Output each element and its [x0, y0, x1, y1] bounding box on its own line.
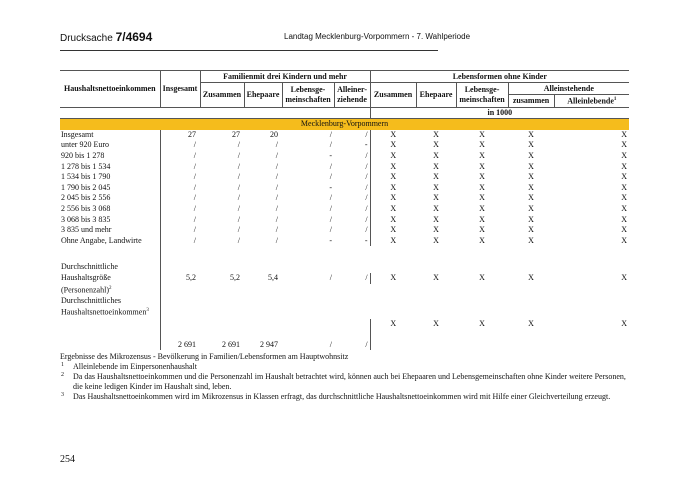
drucksache-number: 7/4694: [115, 30, 153, 44]
row-label: 3 835 und mehr: [60, 225, 160, 236]
table-cell: X: [528, 204, 534, 213]
avg-size-label-3-cell: [60, 284, 160, 296]
footnote-3-text: Das Haushaltsnettoeinkommen wird im Mikrozensus in Klassen erfragt, das durchschnittliche Haushaltsnettoeinkommen wird mit Hilfe einer Gleichverteilung erzeugt.: [73, 392, 611, 401]
avg-income-footnote-mark: 3: [146, 308, 149, 314]
row-label: 920 bis 1 278: [60, 151, 160, 162]
avg-size-label-1: Durchschnittliche: [60, 262, 160, 273]
avg-size-g1-ehepaare: 5,4: [268, 272, 278, 282]
notes: [60, 352, 630, 402]
table-cell: -: [334, 140, 370, 151]
table-cell: X: [621, 204, 628, 213]
table-row: [60, 130, 629, 141]
avg-income-x-row: [60, 319, 629, 330]
table-cell: X: [528, 235, 534, 245]
avg-size-g1-zusammen: 5,2: [230, 272, 240, 282]
table-cell: /: [237, 161, 240, 171]
table-cell: /: [193, 235, 196, 245]
table-cell: /: [275, 161, 278, 171]
avg-size-footnote-mark: 2: [108, 285, 112, 291]
table-cell: /: [329, 193, 332, 203]
table-cell: /: [329, 161, 332, 171]
table-cell: /: [329, 225, 332, 235]
table-cell: -: [334, 236, 370, 247]
table-cell: X: [621, 235, 628, 245]
table-cell: /: [193, 193, 196, 203]
table-cell: X: [528, 151, 534, 161]
table-cell: X: [528, 161, 534, 171]
avg-income-label-1: Durchschnittliches: [60, 296, 160, 307]
avg-income-g2-as-zusammen: X: [528, 318, 534, 328]
table-row: [60, 151, 629, 162]
table-cell: /: [237, 172, 240, 182]
table-cell: /: [275, 225, 278, 235]
table-cell: X: [479, 182, 485, 192]
avg-income-row: [60, 340, 629, 351]
table-cell: /: [275, 151, 278, 161]
data-rows: [60, 130, 629, 247]
table-cell: X: [390, 193, 397, 203]
table-cell: X: [433, 129, 439, 139]
table-cell: 27: [232, 129, 240, 139]
avg-income-g2-lebens: X: [479, 318, 485, 328]
table-row: [60, 162, 629, 173]
table-cell: X: [390, 225, 397, 235]
table-cell: X: [433, 235, 439, 245]
row-label: 1 534 bis 1 790: [60, 172, 160, 183]
table-cell: X: [433, 204, 439, 213]
table-cell: /: [334, 225, 370, 236]
table-cell: X: [479, 225, 485, 235]
footnote-1-text: Alleinlebende im Einpersonenhaushalt: [73, 362, 197, 371]
table-cell: X: [528, 225, 534, 235]
footnote-2-text: Da das Haushaltsnettoeinkommen und die Personenzahl im Haushalt betrachtet wird, können auch bei Ehepaaren und Lebensgemeinschaften ohne Kinder weitere Personen, die keine ledigen Kinder im Haushalt sind, leben.: [73, 372, 626, 391]
table-cell: X: [390, 204, 397, 213]
region-label: Mecklenburg-Vorpommern: [60, 119, 629, 130]
table-cell: /: [193, 172, 196, 182]
table-cell: X: [479, 193, 485, 203]
table-cell: /: [193, 182, 196, 192]
avg-income-row-2: [60, 306, 629, 318]
row-header: Haushaltsnettoeinkommen: [60, 71, 160, 108]
avg-income-label-2: Haushaltsnettoeinkommen: [61, 308, 147, 318]
g1-ehepaare: Ehepaare: [244, 83, 282, 108]
table-cell: X: [390, 140, 397, 150]
table-cell: X: [390, 182, 397, 192]
table-cell: /: [334, 151, 370, 162]
table-cell: X: [528, 172, 534, 182]
avg-income-row-1: [60, 296, 629, 307]
table-cell: X: [433, 225, 439, 235]
table-cell: X: [433, 172, 439, 182]
table-cell: X: [621, 161, 628, 171]
table-cell: /: [237, 182, 240, 192]
g1-lebensgemeinschaften: Lebensge- meinschaften: [282, 83, 334, 108]
g2-as-zusammen: zusammen: [508, 95, 554, 108]
table-cell: 20: [270, 129, 278, 139]
avg-size-g2-as-zusammen: X: [528, 272, 534, 282]
table-cell: X: [479, 172, 485, 182]
unit-label: in 1000: [370, 107, 629, 119]
footnote-2-mark: 2: [61, 372, 64, 378]
table-cell: /: [275, 172, 278, 182]
avg-size-g1-allein: /: [334, 273, 370, 284]
table-cell: X: [433, 140, 439, 150]
table-cell: -: [329, 182, 332, 192]
table-cell: X: [479, 204, 485, 213]
table-cell: X: [390, 235, 397, 245]
avg-size-row: [60, 273, 629, 284]
table-cell: /: [275, 193, 278, 203]
drucksache-label: Drucksache: [60, 33, 116, 44]
footnote-3: [60, 392, 630, 402]
table-cell: /: [237, 204, 240, 213]
table-cell: /: [237, 214, 240, 224]
g2-as-alleinlebende: [554, 95, 629, 108]
header-rule: [60, 50, 438, 51]
row-label: 1 278 bis 1 534: [60, 162, 160, 173]
table-cell: X: [390, 214, 397, 224]
table-row: [60, 225, 629, 236]
table-row: [60, 204, 629, 215]
avg-income-g1-ehepaare: 2 947: [260, 339, 278, 349]
table-cell: /: [275, 182, 278, 192]
group-without-children: Lebensformen ohne Kinder: [370, 71, 629, 83]
avg-income-g2-alleinlebende: X: [621, 318, 628, 328]
table-cell: X: [528, 193, 534, 203]
table-cell: X: [528, 129, 534, 139]
table-cell: /: [329, 172, 332, 182]
table-cell: /: [193, 214, 196, 224]
avg-size-g2-zusammen: X: [390, 272, 397, 282]
avg-income-g2-zusammen: X: [390, 318, 397, 328]
table-cell: X: [479, 214, 485, 224]
table-cell: X: [621, 214, 628, 224]
table-cell: /: [334, 215, 370, 226]
avg-size-label-3: (Personenzahl): [61, 285, 109, 295]
avg-income-g1-zusammen: 2 691: [222, 339, 240, 349]
row-label: 3 068 bis 3 835: [60, 215, 160, 226]
table-row: [60, 193, 629, 204]
table-cell: /: [329, 129, 332, 139]
avg-income-g1-lebens: /: [329, 339, 332, 349]
table-row: [60, 215, 629, 226]
table-cell: /: [334, 130, 370, 141]
table-cell: X: [479, 151, 485, 161]
table-cell: X: [433, 161, 439, 171]
table-cell: /: [193, 140, 196, 150]
table-cell: X: [528, 140, 534, 150]
notes-intro: Ergebnisse des Mikrozensus - Bevölkerung in Familien/Lebensformen am Hauptwohnsitz: [60, 352, 349, 361]
table-cell: /: [275, 140, 278, 150]
avg-size-insgesamt: 5,2: [186, 272, 196, 282]
table-row: [60, 236, 629, 247]
table-cell: X: [390, 129, 397, 139]
table-cell: X: [528, 182, 534, 192]
table-cell: /: [334, 193, 370, 204]
table-cell: X: [621, 182, 628, 192]
document-number: [60, 30, 152, 44]
table-cell: /: [237, 193, 240, 203]
table-cell: /: [237, 140, 240, 150]
avg-income-insgesamt: 2 691: [178, 339, 196, 349]
table-cell: /: [237, 225, 240, 235]
table-cell: /: [329, 214, 332, 224]
table-cell: /: [193, 151, 196, 161]
avg-income-g2-ehepaare: X: [433, 318, 439, 328]
table-row: [60, 172, 629, 183]
table-cell: -: [329, 235, 332, 245]
table-cell: X: [390, 151, 397, 161]
col-insgesamt: Insgesamt: [160, 71, 200, 108]
g2-zusammen: Zusammen: [370, 83, 416, 108]
avg-size-g2-lebens: X: [479, 272, 485, 282]
row-label: 2 556 bis 3 068: [60, 204, 160, 215]
avg-size-row-3: [60, 284, 629, 296]
unit-row: [60, 107, 629, 119]
g1-zusammen: Zusammen: [200, 83, 244, 108]
table-cell: /: [275, 235, 278, 245]
table-cell: 27: [188, 129, 196, 139]
table-cell: X: [433, 193, 439, 203]
table-cell: X: [621, 151, 628, 161]
table-row: [60, 140, 629, 151]
table-cell: X: [621, 140, 628, 150]
table-cell: /: [237, 151, 240, 161]
table-cell: X: [621, 129, 628, 139]
avg-income-label-2-cell: [60, 306, 160, 318]
g2-ehepaare: Ehepaare: [416, 83, 456, 108]
table-cell: X: [479, 235, 485, 245]
table-row: [60, 183, 629, 194]
group-families-3plus: Familienmit drei Kindern und mehr: [200, 71, 370, 83]
g1-alleinerziehende: Alleiner- ziehende: [334, 83, 370, 108]
table-cell: X: [479, 140, 485, 150]
footnote-2: [60, 372, 630, 392]
footnote-1: [60, 362, 630, 372]
table-cell: /: [329, 140, 332, 150]
table-cell: /: [275, 204, 278, 213]
alleinlebende-label: Alleinlebende: [567, 96, 614, 106]
g2-lebensgemeinschaften: Lebensge- meinschaften: [456, 83, 508, 108]
table-cell: /: [334, 162, 370, 173]
table-cell: X: [621, 172, 628, 182]
table-cell: X: [621, 225, 628, 235]
statistics-table: [60, 70, 629, 350]
document-title: Landtag Mecklenburg-Vorpommern - 7. Wahlperiode: [284, 32, 471, 41]
avg-size-g1-lebens: /: [329, 272, 332, 282]
row-label: 2 045 bis 2 556: [60, 193, 160, 204]
table-cell: /: [193, 225, 196, 235]
table-cell: X: [621, 193, 628, 203]
row-label: Ohne Angabe, Landwirte: [60, 236, 160, 247]
row-label: Insgesamt: [60, 130, 160, 141]
page-number: 254: [60, 454, 75, 465]
avg-size-g2-ehepaare: X: [433, 272, 439, 282]
table-cell: /: [193, 204, 196, 213]
table-cell: /: [193, 161, 196, 171]
table-cell: X: [528, 214, 534, 224]
table-cell: X: [390, 161, 397, 171]
table-cell: /: [329, 204, 332, 213]
table-cell: X: [479, 161, 485, 171]
table-cell: /: [275, 214, 278, 224]
table-cell: /: [334, 172, 370, 183]
row-label: 1 790 bis 2 045: [60, 183, 160, 194]
avg-income-g1-allein: /: [334, 340, 370, 351]
table-cell: X: [433, 182, 439, 192]
alleinlebende-footnote-mark: 1: [613, 97, 617, 102]
avg-size-label-2: Haushaltsgröße: [60, 273, 160, 284]
footnote-1-mark: 1: [61, 362, 64, 368]
table-cell: X: [479, 129, 485, 139]
table-cell: /: [237, 235, 240, 245]
table-cell: X: [433, 214, 439, 224]
footnote-3-mark: 3: [61, 392, 64, 398]
table-cell: /: [334, 204, 370, 215]
table-cell: /: [334, 183, 370, 194]
avg-size-row-1: [60, 262, 629, 273]
table-cell: X: [390, 172, 397, 182]
table-cell: X: [433, 151, 439, 161]
region-row: [60, 119, 629, 130]
table-cell: -: [329, 151, 332, 161]
g2-alleinstehende: Alleinstehende: [508, 83, 629, 95]
avg-size-g2-alleinlebende: X: [621, 272, 628, 282]
row-label: unter 920 Euro: [60, 140, 160, 151]
